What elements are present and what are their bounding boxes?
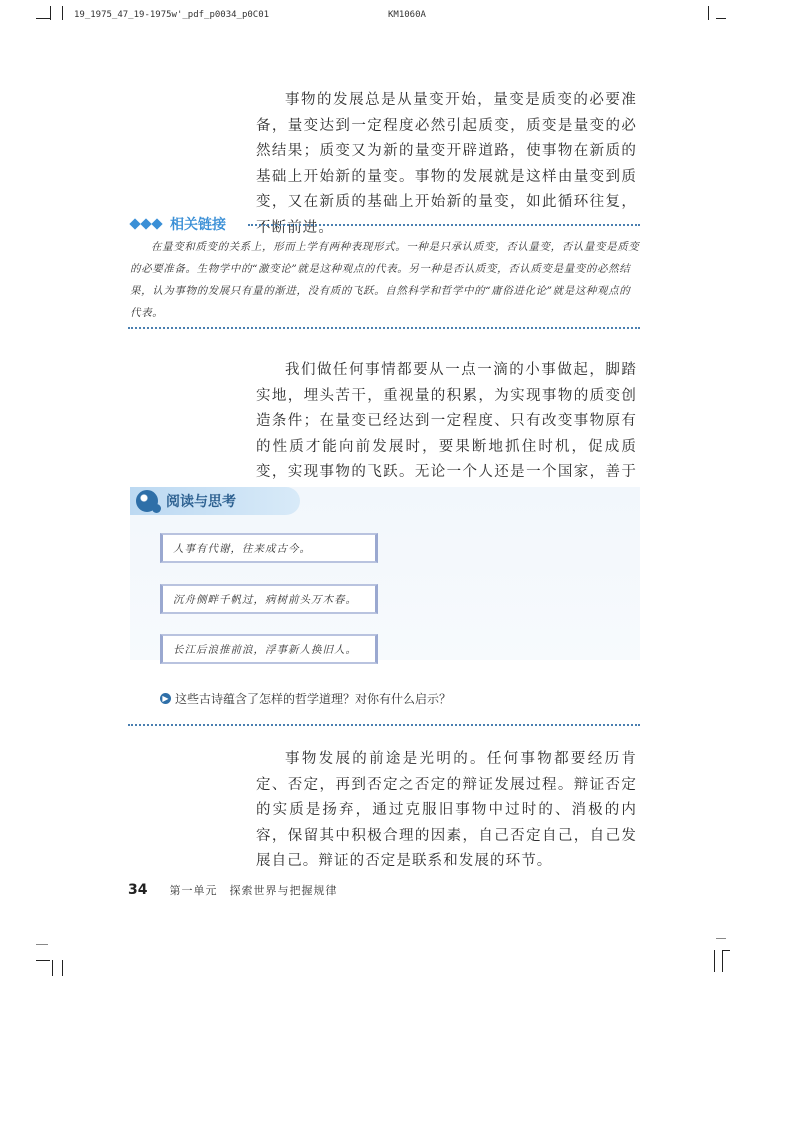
crop-mark (52, 960, 53, 976)
arrow-right-icon: ▶ (160, 693, 171, 704)
crop-mark (722, 950, 723, 972)
paragraph-quantitative-change: 事物的发展总是从量变开始，量变是质变的必要准备，量变达到一定程度必然引起质变，质变是量变的必然结果；质变又为新的量变开辟道路，使事物在新质的基础上开始新的量变。事物的发展就是这样由量变到质变，又在新质的基础上开始新的量变，如此循环往复，不断前进。 (256, 92, 637, 236)
film-reel-icon (136, 490, 158, 512)
poem-box: 沉舟侧畔千帆过，病树前头万木春。 (160, 584, 378, 614)
dotted-divider (128, 724, 640, 726)
crop-mark (36, 944, 48, 945)
related-link-body: 在量变和质变的关系上，形而上学有两种表现形式。一种是只承认质变，否认量变，否认量变是质变的必要准备。生物学中的“激变论”就是这种观点的代表。另一种是否认质变，否认质变是量变的必然结果，认为事物的发展只有量的渐进，没有质的飞跃。自然科学和哲学中的“庸俗进化论”就是这种观点的代表。 (130, 241, 640, 319)
dotted-divider (128, 327, 640, 329)
crop-mark (50, 6, 51, 20)
page-footer (128, 882, 337, 898)
scan-header (0, 6, 800, 26)
reading-thinking-header (130, 487, 300, 515)
crop-mark (716, 18, 726, 19)
paragraph-accumulation: 我们做任何事情都要从一点一滴的小事做起，脚踏实地，埋头苦干，重视量的积累，为实现事物的质变创造条件；在量变已经达到一定程度、只有改变事物原有的性质才能向前发展时，要果断地抓住时机，促成质变，实现事物的飞跃。无论一个人还是一个国家，善于 (256, 362, 637, 480)
crop-mark (708, 6, 709, 20)
scan-code: KM1060A (388, 10, 426, 20)
dotted-divider (248, 224, 640, 226)
diamond-bullet-icon (131, 216, 164, 232)
related-link-heading (131, 213, 226, 235)
crop-mark (62, 6, 63, 20)
related-link-title: 相关链接 (170, 217, 226, 233)
crop-mark (36, 18, 50, 19)
crop-mark (36, 960, 50, 961)
crop-mark (722, 950, 730, 951)
poem-box: 人事有代谢，往来成古今。 (160, 533, 378, 563)
question-text: 这些古诗蕴含了怎样的哲学道理？对你有什么启示？ (175, 692, 452, 706)
crop-mark (62, 960, 63, 976)
scan-filename: 19_1975_47_19-1975w'_pdf_p0034_p0C01 (74, 10, 270, 20)
crop-mark (714, 950, 715, 972)
unit-label: 第一单元 探索世界与把握规律 (169, 884, 338, 897)
paragraph-negation: 事物发展的前途是光明的。任何事物都要经历肯定、否定，再到否定之否定的辩证发展过程。辩证否定的实质是扬弃，通过克服旧事物中过时的、消极的内容，保留其中积极合理的因素，自己否定自己，自己发展自己。辩证的否定是联系和发展的环节。 (256, 751, 637, 869)
page-number: 34 (128, 882, 148, 898)
poem-box: 长江后浪推前浪，浮事新人换旧人。 (160, 634, 378, 664)
reading-question (160, 690, 451, 707)
crop-mark (716, 938, 726, 939)
reading-thinking-title: 阅读与思考 (166, 494, 236, 510)
